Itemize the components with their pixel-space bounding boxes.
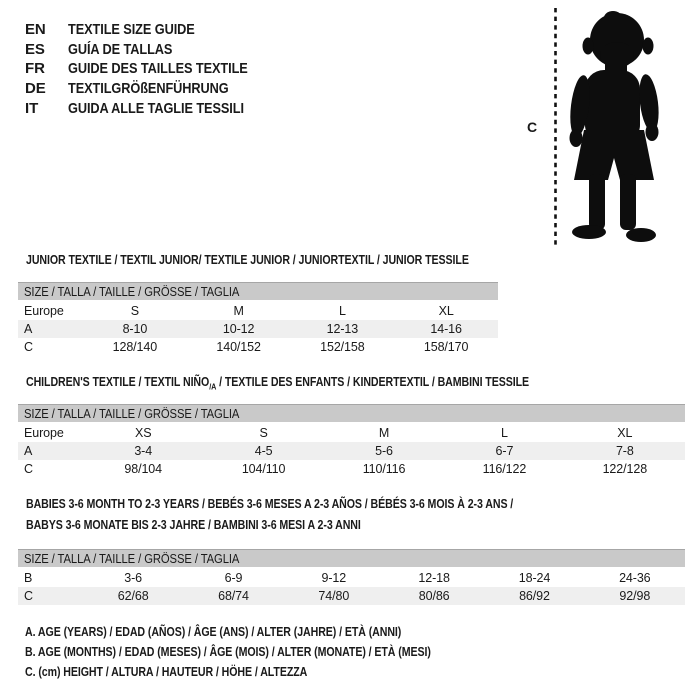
- children-section: [18, 374, 685, 478]
- guide-title-fr: GUIDE DES TAILLES TEXTILE: [68, 60, 248, 78]
- row-label: C: [24, 340, 33, 354]
- age-cell: 6-7: [495, 444, 514, 458]
- height-measure-label: C: [527, 119, 538, 135]
- age-cell: 5-6: [375, 444, 393, 458]
- row-label: A: [24, 444, 33, 458]
- height-cell: 140/152: [216, 340, 261, 354]
- height-cell: 116/122: [482, 462, 527, 476]
- language-row-en: [25, 20, 279, 40]
- junior-section: [18, 252, 498, 356]
- months-cell: 24-36: [619, 571, 651, 585]
- height-cell: 128/140: [112, 340, 158, 354]
- language-code: FR: [25, 60, 45, 78]
- table-row-height: [18, 460, 685, 478]
- guide-title-en: TEXTILE SIZE GUIDE: [68, 21, 195, 39]
- table-row-europe: [18, 424, 685, 442]
- language-code: EN: [25, 21, 46, 39]
- size-cell: M: [378, 426, 390, 440]
- age-cell: 7-8: [615, 444, 634, 458]
- language-row-es: [25, 40, 279, 60]
- babies-title-line1: BABIES 3-6 MONTH TO 2-3 YEARS / BEBÉS 3-6 MESES A 2-3 AÑOS / BÉBÉS 3-6 MOIS À 2-3 ANS /: [26, 497, 514, 511]
- language-code: IT: [25, 99, 39, 117]
- footnotes: [25, 622, 502, 682]
- age-cell: 8-10: [122, 322, 148, 336]
- children-size-table: [18, 404, 685, 478]
- months-cell: 3-6: [124, 571, 143, 585]
- babies-size-table: [18, 549, 685, 605]
- language-code: ES: [25, 40, 45, 58]
- row-label: C: [24, 462, 33, 476]
- children-section-title: CHILDREN'S TEXTILE / TEXTIL $NIÑO_{/A}$ / TEXTILE DES ENFANTS / KINDERTEXTIL / BAMBINI TESSILE: [26, 375, 530, 392]
- size-header-row: SIZE / TALLA / TAILLE / GRÖSSE / TAGLIA: [18, 404, 685, 422]
- size-cell: XS: [134, 426, 152, 440]
- months-cell: 6-9: [224, 571, 243, 585]
- size-header-row: SIZE / TALLA / TAILLE / GRÖSSE / TAGLIA: [18, 282, 498, 300]
- height-cell: 80/86: [418, 589, 450, 603]
- months-cell: 9-12: [321, 571, 347, 585]
- footnote-height-cm: C. (cm) HEIGHT / ALTURA / HAUTEUR / HÖHE / ALTEZZA: [25, 665, 308, 679]
- row-label: A: [24, 322, 33, 336]
- row-label: C: [24, 589, 33, 603]
- footnote-age-years: A. AGE (YEARS) / EDAD (AÑOS) / ÂGE (ANS) / ALTER (JAHRE) / ETÀ (ANNI): [25, 625, 402, 639]
- guide-title-es: GUÍA DE TALLAS: [68, 40, 173, 58]
- language-row-de: [25, 79, 279, 99]
- table-row-height: [18, 587, 685, 605]
- guide-title-de: TEXTILGRÖßENFÜHRUNG: [68, 80, 229, 98]
- table-row-months: [18, 569, 685, 587]
- age-cell: 3-4: [134, 444, 153, 458]
- age-cell: 14-16: [430, 322, 462, 336]
- height-cell: 68/74: [218, 589, 249, 603]
- size-cell: S: [130, 304, 139, 318]
- height-cell: 74/80: [318, 589, 350, 603]
- height-cell: 122/128: [602, 462, 648, 476]
- size-cell: XL: [617, 426, 633, 440]
- months-cell: 18-24: [518, 571, 551, 585]
- baby-silhouette-icon: [556, 10, 666, 242]
- size-cell: S: [259, 426, 268, 440]
- height-cell: 98/104: [124, 462, 163, 476]
- height-cell: 152/158: [320, 340, 365, 354]
- row-label: Europe: [24, 304, 64, 318]
- height-cell: 86/92: [519, 589, 550, 603]
- junior-section-title: JUNIOR TEXTILE / TEXTIL JUNIOR/ TEXTILE JUNIOR / JUNIORTEXTIL / JUNIOR TESSILE: [26, 253, 469, 267]
- babies-title-line2: BABYS 3-6 MONATE BIS 2-3 JAHRE / BAMBINI 3-6 MESI A 2-3 ANNI: [26, 518, 361, 532]
- height-cell: 110/116: [362, 462, 406, 476]
- language-row-it: [25, 98, 279, 118]
- size-cell: L: [500, 426, 508, 440]
- table-row-age: [18, 320, 498, 338]
- nino-a-subscript: /A: [209, 381, 217, 392]
- months-cell: 12-18: [418, 571, 450, 585]
- height-cell: 92/98: [619, 589, 651, 603]
- height-cell: 158/170: [423, 340, 469, 354]
- junior-size-table: [18, 282, 498, 356]
- size-cell: XL: [438, 304, 454, 318]
- guide-title-it: GUIDA ALLE TAGLIE TESSILI: [68, 99, 244, 117]
- size-cell: L: [338, 304, 346, 318]
- age-cell: 4-5: [254, 444, 273, 458]
- language-list: [25, 20, 279, 118]
- babies-section-title: [18, 494, 685, 536]
- age-cell: 12-13: [326, 322, 359, 336]
- height-cell: 104/110: [241, 462, 286, 476]
- row-label: B: [24, 571, 33, 585]
- size-header-row: SIZE / TALLA / TAILLE / GRÖSSE / TAGLIA: [18, 549, 685, 567]
- age-cell: 10-12: [222, 322, 255, 336]
- language-code: DE: [25, 80, 46, 98]
- footnote-age-months: B. AGE (MONTHS) / EDAD (MESES) / ÂGE (MOIS) / ALTER (MONATE) / ETÀ (MESI): [25, 645, 431, 659]
- row-label: Europe: [24, 426, 64, 440]
- table-row-europe: [18, 302, 498, 320]
- size-cell: M: [233, 304, 244, 318]
- babies-section: [18, 494, 685, 605]
- table-row-height: [18, 338, 498, 356]
- height-cell: 62/68: [117, 589, 149, 603]
- language-row-fr: [25, 59, 279, 79]
- table-row-age: [18, 442, 685, 460]
